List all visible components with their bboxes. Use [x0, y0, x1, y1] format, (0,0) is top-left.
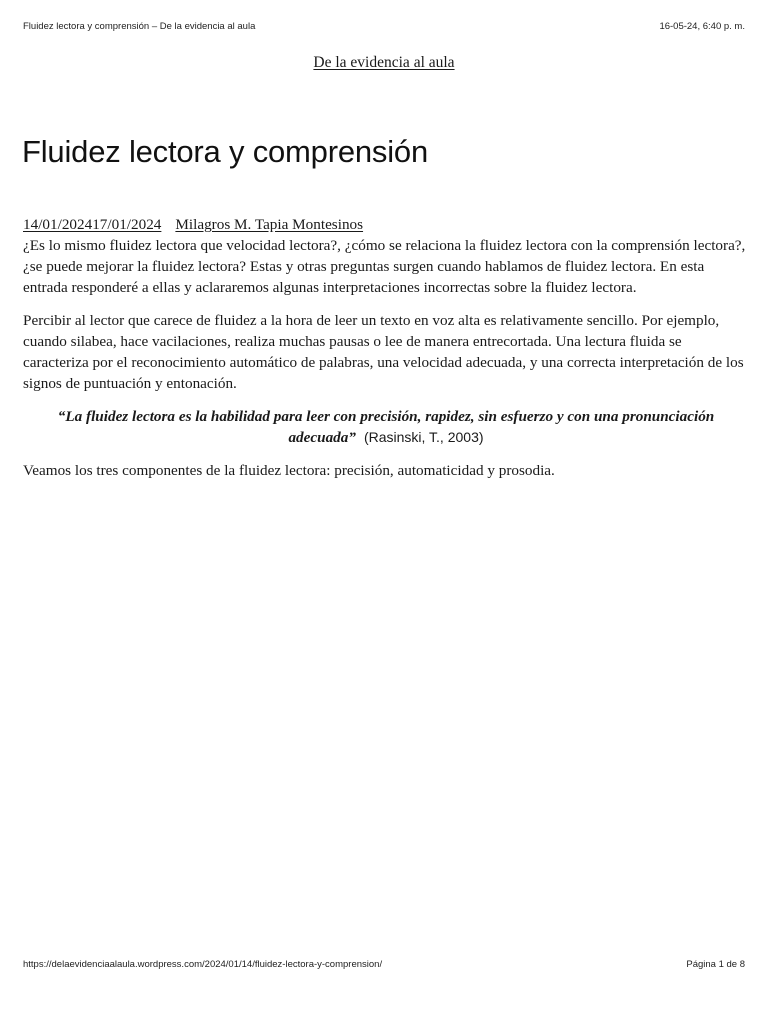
print-header: [23, 21, 745, 35]
print-page-title: Fluidez lectora y comprensión – De la evidencia al aula: [23, 21, 256, 32]
post-content: [23, 214, 749, 493]
print-footer: [23, 959, 745, 973]
post-paragraph: Veamos los tres componentes de la fluidez lectora: precisión, automaticidad y prosodia.: [23, 462, 555, 479]
post-intro-paragraph: ¿Es lo mismo fluidez lectora que velocidad lectora?, ¿cómo se relaciona la fluidez lectora con la comprensión lectora?, ¿se puede mejorar la fluidez lectora? Estas y otras preguntas surgen cuando hablamos de fluidez lectora. En esta entrada responderé a ellas y aclararemos algunas interpretaciones incorrectas sobre la fluidez lectora.: [23, 237, 746, 296]
post-quote: [23, 406, 749, 448]
post-author-link[interactable]: Milagros M. Tapia Montesinos: [175, 216, 364, 233]
quote-text: “La fluidez lectora es la habilidad para leer con precisión, rapidez, sin esfuerzo y con una pronunciación adecuada”: [57, 408, 715, 446]
print-page-number: Página 1 de 8: [686, 959, 745, 970]
post-paragraph: Percibir al lector que carece de fluidez a la hora de leer un texto en voz alta es relativamente sencillo. Por ejemplo, cuando silabea, hace vacilaciones, realiza muchas pausas o lee de manera entrecortada. Una lectura fluida se caracteriza por el reconocimiento automático de palabras, una velocidad adecuada, y una correcta interpretación de los signos de puntuación y entonación.: [23, 312, 744, 392]
site-title-link[interactable]: De la evidencia al aula: [313, 54, 455, 71]
post-title: Fluidez lectora y comprensión: [22, 134, 428, 169]
post-meta: [23, 214, 749, 235]
print-url: https://delaevidenciaalaula.wordpress.com/2024/01/14/fluidez-lectora-y-comprension/: [23, 959, 383, 970]
post-date-link[interactable]: 14/01/202417/01/2024: [23, 216, 162, 233]
print-timestamp: 16-05-24, 6:40 p. m.: [659, 21, 745, 32]
quote-citation: (Rasinski, T., 2003): [363, 429, 484, 445]
site-header: [0, 54, 768, 72]
